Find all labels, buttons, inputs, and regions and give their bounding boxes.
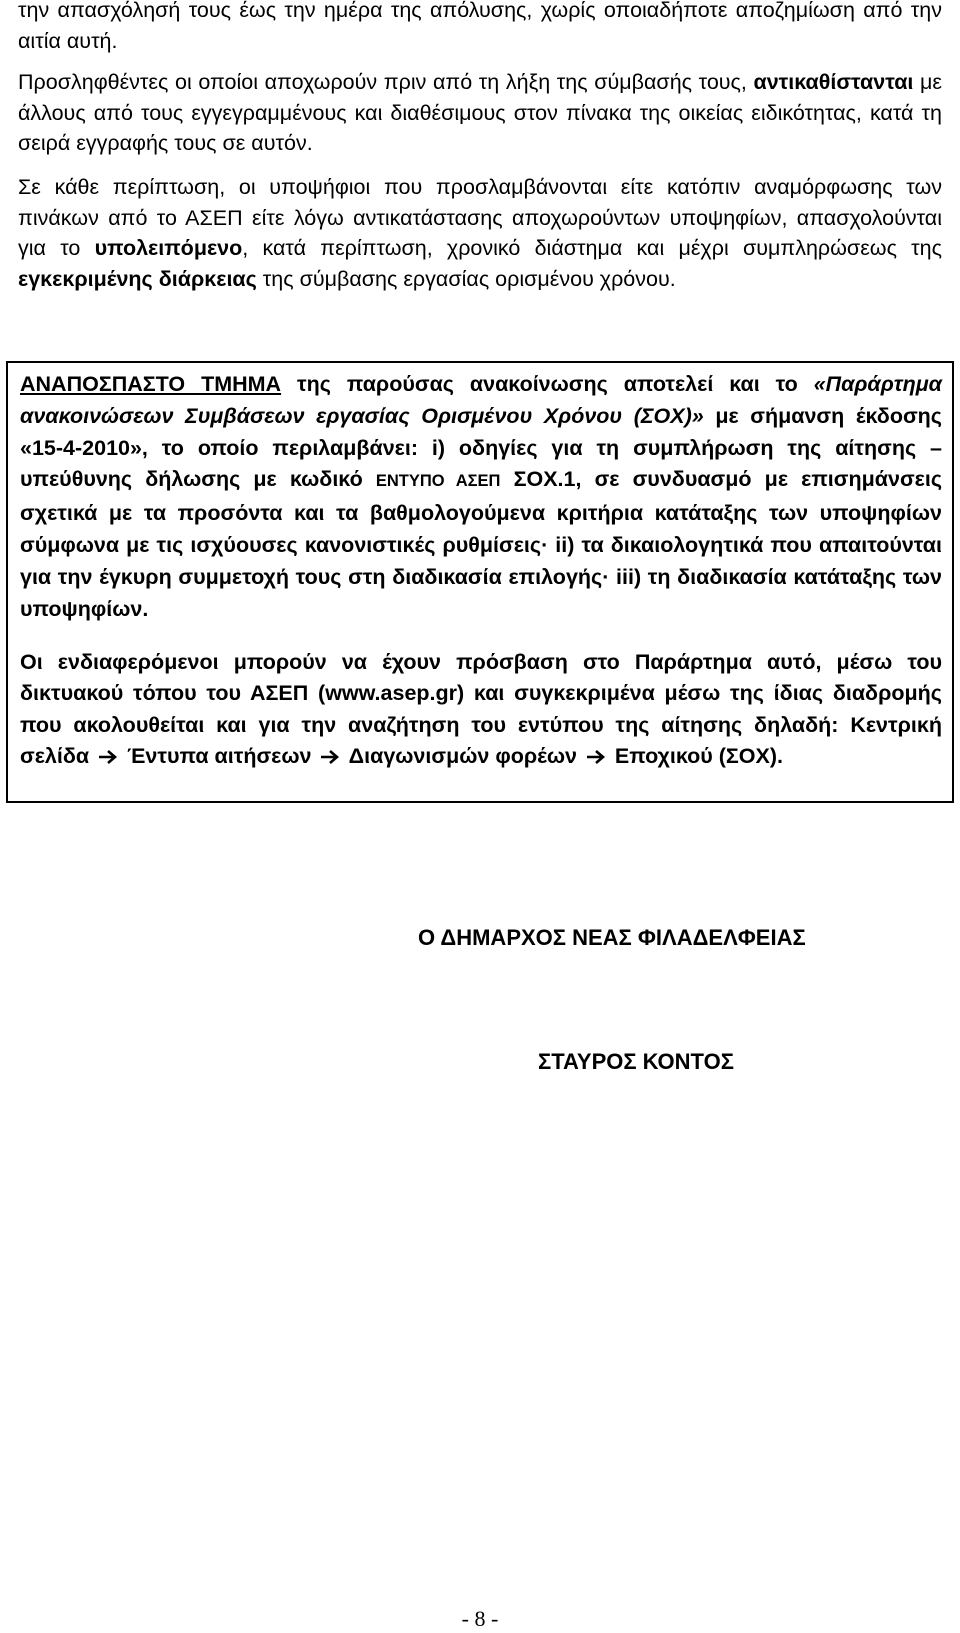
signatory-title: Ο ΔΗΜΑΡΧΟΣ ΝΕΑΣ ΦΙΛΑΔΕΛΦΕΙΑΣ bbox=[418, 925, 806, 950]
bold-approved-duration: εγκεκριμένης διάρκειας bbox=[18, 266, 257, 291]
right-arrow-icon bbox=[95, 741, 121, 772]
path-forms: Έντυπα αιτήσεων bbox=[127, 743, 312, 768]
paragraph-replacement: Προσληφθέντες οι οποίοι αποχωρούν πριν από τη λήξη της σύμβασής τους, αντικαθίστανται με άλλους από τους εγγεγραμμένους και διαθέσιμους στον πίνακα της οικείας ειδικότητας, κατά τη σειρά εγγραφής τους σε αυτόν. bbox=[18, 70, 942, 155]
annex-title: «Παράρτημα ανακοινώσεων Συμβάσεων εργασίας Ορισμένου Χρόνου (ΣΟΧ)» bbox=[20, 372, 942, 428]
signatory-name: ΣΤΑΥΡΟΣ ΚΟΝΤΟΣ bbox=[538, 1049, 734, 1074]
annex-access-instructions: Οι ενδιαφερόμενοι μπορούν να έχουν πρόσβαση στο Παράρτημα αυτό, μέσω του δικτυακού τόπου του ΑΣΕΠ (www.asep.gr) και συγκεκριμένα μέσω της ίδιας διαδρομής που ακολουθείται και για την αναζήτηση του εντύπου της αίτησης δηλαδή: Κεντρική σελίδα Έντυπα αιτήσεων Διαγωνισμών φορέων Εποχικού (ΣΟΧ). bbox=[20, 647, 942, 772]
paragraph-duration: Σε κάθε περίπτωση, οι υποψήφιοι που προσλαμβάνονται είτε κατόπιν αναμόρφωσης των πινάκων από το ΑΣΕΠ είτε λόγω αντικατάστασης αποχωρούντων υποψηφίων, απασχολούνται για το υπολειπόμενο, κατά περίπτωση, χρονικό διάστημα και μέχρι συμπληρώσεως της εγκεκριμένης διάρκειας της σύμβασης εργασίας ορισμένου χρόνου. bbox=[18, 175, 942, 291]
page-number: - 8 - bbox=[461, 1606, 499, 1631]
path-competitions: Διαγωνισμών φορέων bbox=[348, 743, 577, 768]
path-seasonal: Εποχικού (ΣΟΧ). bbox=[614, 743, 783, 768]
annex-description: ΑΝΑΠΟΣΠΑΣΤΟ ΤΜΗΜΑ της παρούσας ανακοίνωσης αποτελεί και το «Παράρτημα ανακοινώσεων Συμβάσεων εργασίας Ορισμένου Χρόνου (ΣΟΧ)» με σήμανση έκδοσης «15-4-2010», το οποίο περιλαμβάνει: i) οδηγίες για τη συμπλήρωση της αίτησης – υπεύθυνης δήλωσης με κωδικό ΕΝΤΥΠΟ ΑΣΕΠ ΣΟΧ.1, σε συνδυασμό με επισημάνσεις σχετικά με τα προσόντα και τα βαθμολογούμενα κριτήρια κατάταξης των υποψηφίων σύμφωνα με τις ισχύουσες κανονιστικές ρυθμίσεις· ii) τα δικαιολογητικά που απαιτούνται για την έγκυρη συμμετοχή τους στη διαδικασία επιλογής· iii) τη διαδικασία κατάταξης των υποψηφίων. bbox=[20, 372, 943, 621]
annex-heading: ΑΝΑΠΟΣΠΑΣΤΟ ΤΜΗΜΑ bbox=[20, 372, 282, 396]
form-code-label: ΕΝΤΥΠΟ ΑΣΕΠ bbox=[375, 472, 501, 491]
bold-replaced: αντικαθίστανται bbox=[753, 70, 914, 94]
annex-notice-box bbox=[6, 361, 954, 803]
right-arrow-icon bbox=[583, 741, 609, 772]
right-arrow-icon bbox=[317, 741, 343, 772]
path-home: Κεντρική σελίδα bbox=[20, 712, 942, 768]
bold-remaining: υπολειπόμενο bbox=[94, 236, 243, 260]
paragraph-employment-end: την απασχόλησή τους έως την ημέρα της απόλυσης, χωρίς οποιαδήποτε αποζημίωση από την αιτία αυτή. bbox=[18, 0, 942, 53]
